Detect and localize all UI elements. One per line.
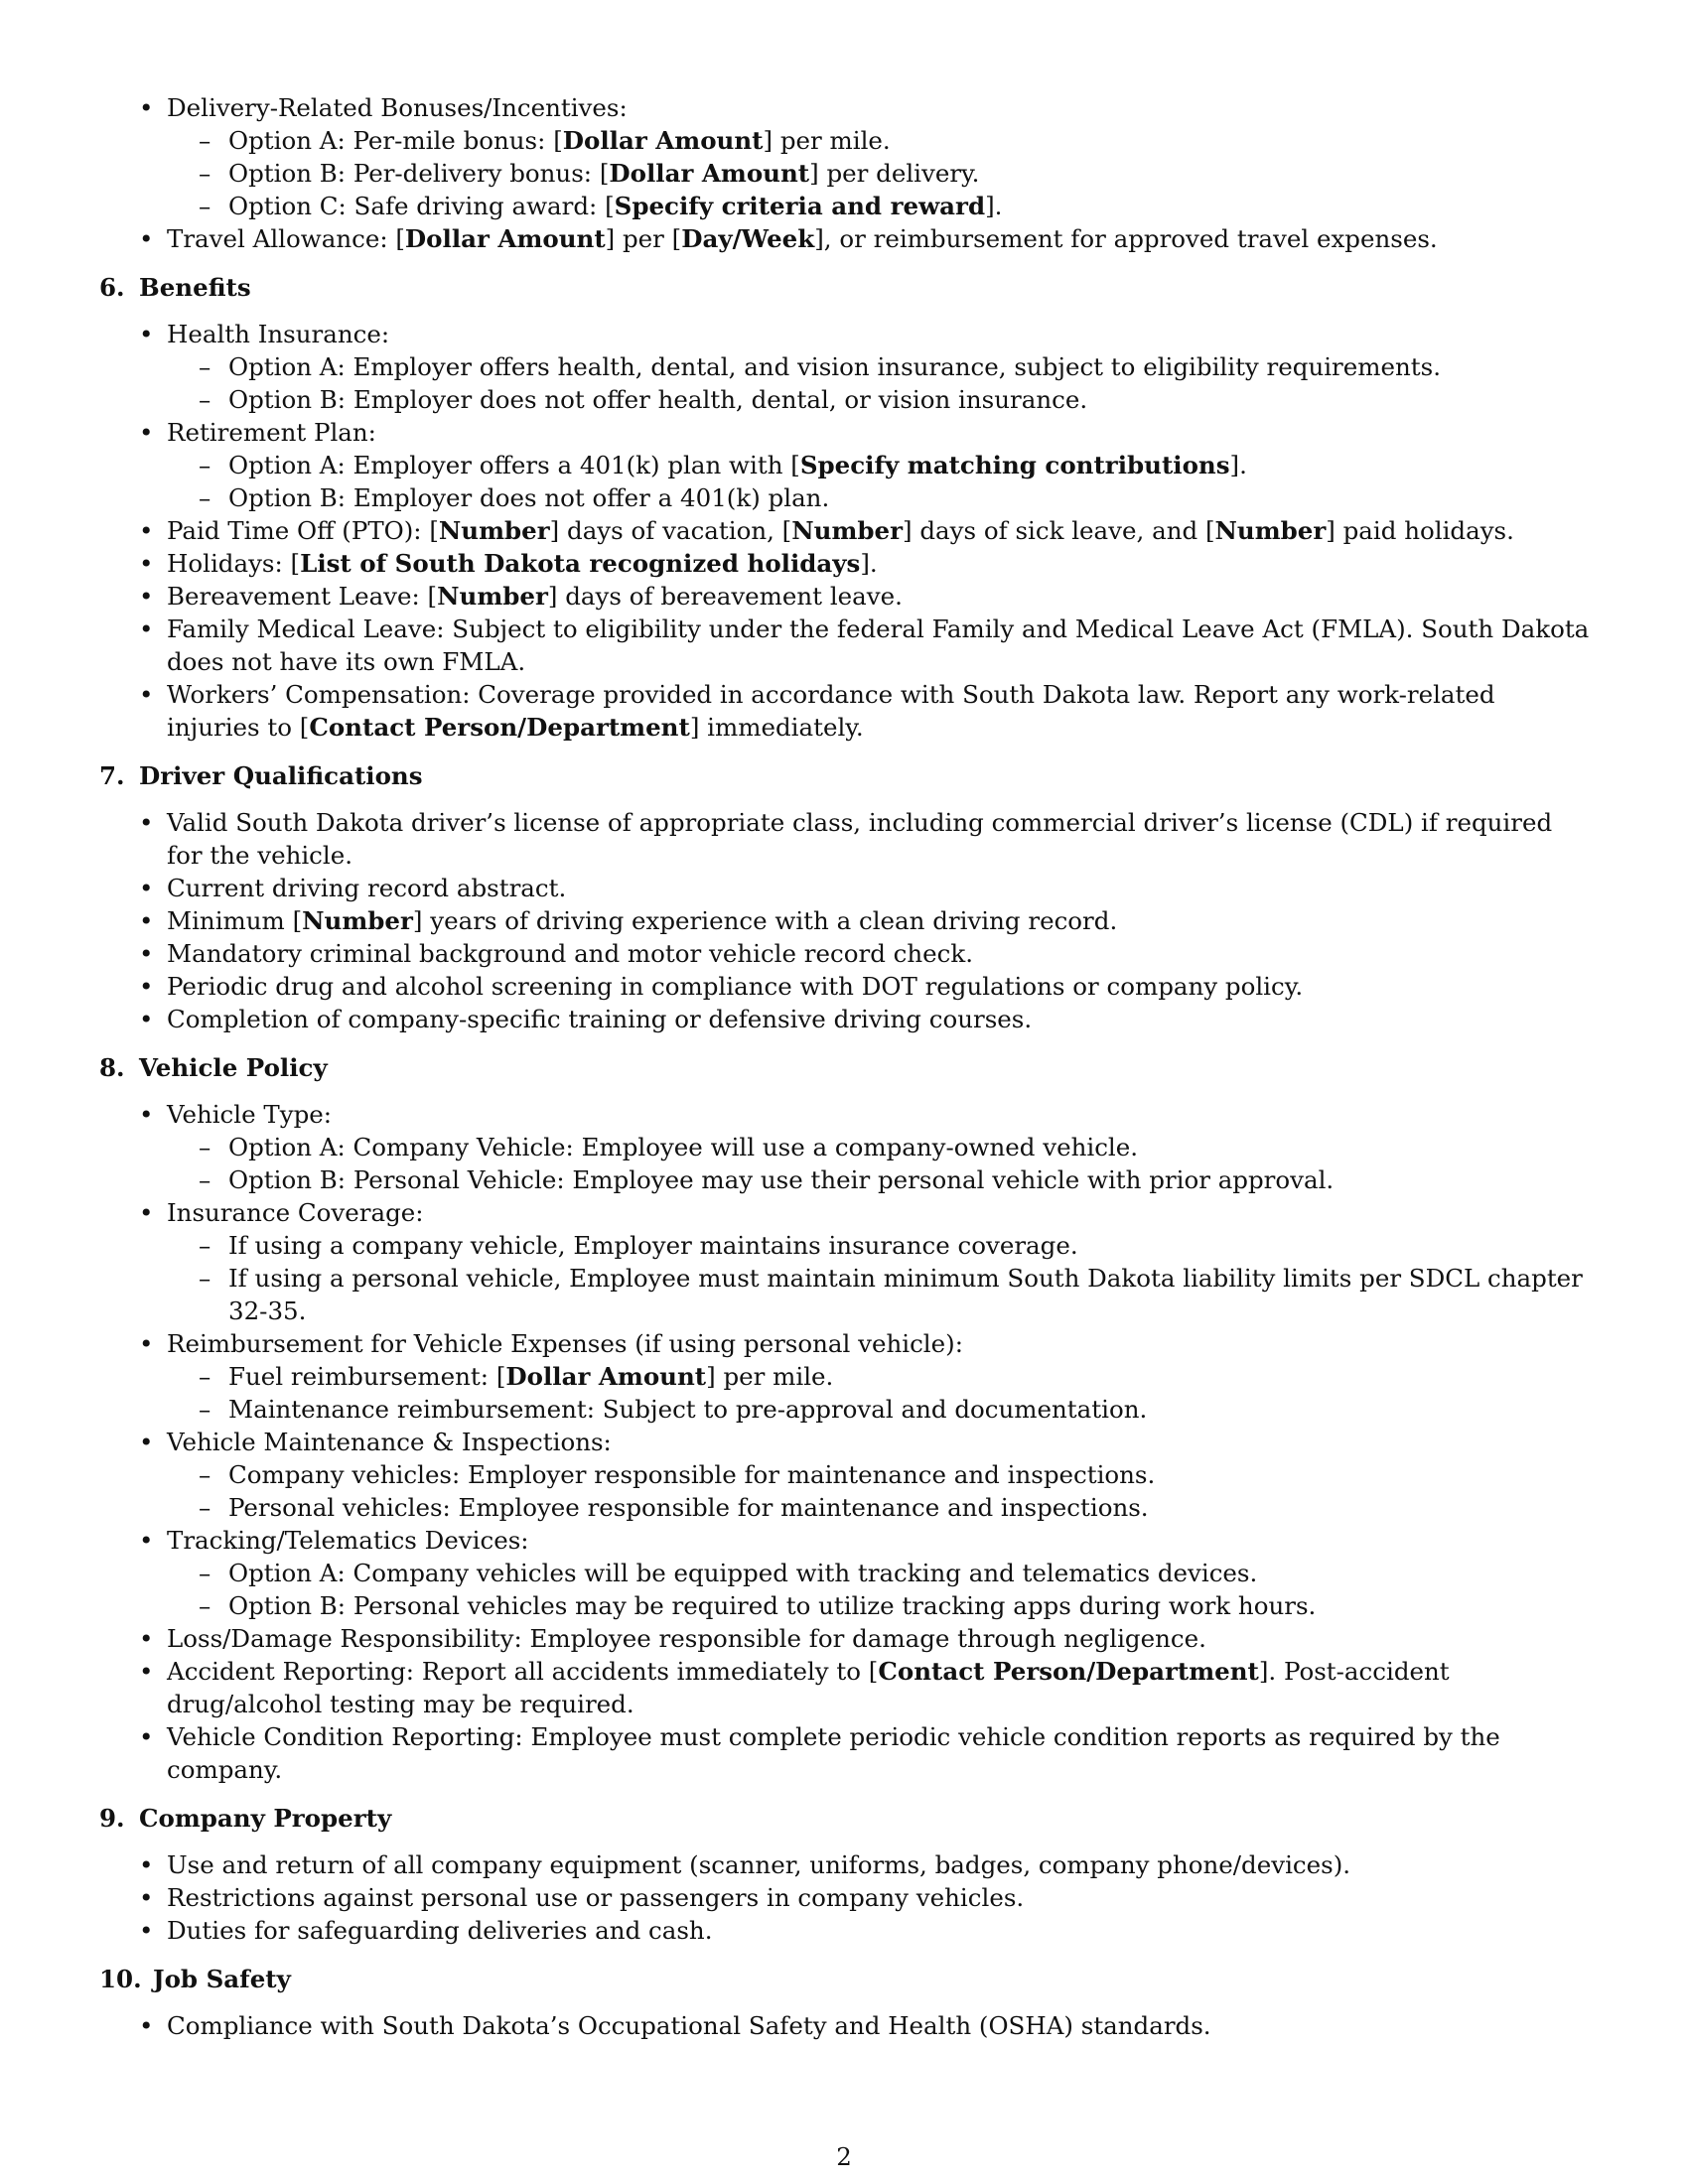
list-item bbox=[99, 547, 1591, 580]
item-text: Holidays: [ bbox=[167, 549, 301, 578]
list-item bbox=[99, 1196, 1591, 1229]
list-item bbox=[99, 2009, 1591, 2042]
page-number: 2 bbox=[836, 2142, 852, 2171]
section-number: 10. bbox=[99, 1965, 142, 1993]
item-text: [ bbox=[553, 126, 563, 155]
list-item bbox=[99, 416, 1591, 449]
item-text: Tracking/Telematics Devices: bbox=[167, 1526, 529, 1555]
item-text: Option B: Per-delivery bonus: [ bbox=[228, 159, 610, 188]
list-item bbox=[99, 318, 1591, 350]
placeholder-field: Specify matching contributions bbox=[799, 451, 1230, 479]
section-title: Vehicle Policy bbox=[139, 1053, 328, 1082]
item-text: ] per mile. bbox=[706, 1362, 834, 1391]
item-text: Fuel reimbursement: [ bbox=[228, 1362, 506, 1391]
item-text: Restrictions against personal use or passengers in company vehicles. bbox=[167, 1883, 1025, 1912]
list-item bbox=[99, 872, 1591, 904]
list-item bbox=[99, 1655, 1591, 1720]
list-item bbox=[99, 1881, 1591, 1914]
item-text: Option B: Personal Vehicle: Employee may use their personal vehicle with prior approval. bbox=[228, 1165, 1335, 1194]
list-item bbox=[99, 937, 1591, 970]
section-number: 7. bbox=[99, 761, 125, 790]
item-text: Vehicle Condition Reporting: Employee must complete periodic vehicle condition reports as required by the company. bbox=[167, 1722, 1500, 1784]
list-item bbox=[99, 1622, 1591, 1655]
item-text: Accident Reporting: Report all accidents immediately to [ bbox=[167, 1657, 879, 1686]
item-text: Option C: Safe driving award: [ bbox=[228, 192, 615, 220]
placeholder-field: Number bbox=[302, 906, 413, 935]
section-heading bbox=[99, 1802, 1591, 1835]
list-item bbox=[99, 580, 1591, 613]
sub-list-item bbox=[99, 350, 1591, 383]
item-text: Vehicle Type: bbox=[167, 1100, 333, 1129]
list-item bbox=[99, 1720, 1591, 1786]
placeholder-field: Contact Person/Department bbox=[309, 713, 690, 742]
list-item bbox=[99, 970, 1591, 1003]
section-title: Driver Qualifications bbox=[139, 761, 423, 790]
item-text: Delivery-Related Bonuses/Incentives: bbox=[167, 93, 628, 122]
item-text: ], or reimbursement for approved travel expenses. bbox=[814, 224, 1438, 253]
item-text: Use and return of all company equipment (scanner, uniforms, badges, company phone/devices). bbox=[167, 1850, 1351, 1879]
placeholder-field: Day/Week bbox=[681, 224, 815, 253]
list-item bbox=[99, 1524, 1591, 1557]
placeholder-field: Dollar Amount bbox=[562, 126, 764, 155]
item-text: Travel Allowance: [ bbox=[167, 224, 405, 253]
sub-list-item bbox=[99, 1360, 1591, 1393]
item-text: Minimum [ bbox=[167, 906, 303, 935]
sub-list-item bbox=[99, 1491, 1591, 1524]
sub-list-item bbox=[99, 190, 1591, 222]
section-heading bbox=[99, 1051, 1591, 1084]
list-item bbox=[99, 1848, 1591, 1881]
section bbox=[99, 1963, 1591, 2042]
list-item bbox=[99, 613, 1591, 678]
section-heading bbox=[99, 271, 1591, 304]
sub-list-item bbox=[99, 1458, 1591, 1491]
list-item bbox=[99, 222, 1591, 255]
item-text: Option A: Employer offers a 401(k) plan with [ bbox=[228, 451, 800, 479]
list-item bbox=[99, 806, 1591, 872]
item-text: ] per mile. bbox=[763, 126, 891, 155]
item-text: ] per [ bbox=[605, 224, 682, 253]
item-text: Retirement Plan: bbox=[167, 418, 376, 447]
item-text: ] days of sick leave, and [ bbox=[903, 516, 1215, 545]
item-text: Family Medical Leave: Subject to eligibility under the federal Family and Medical Leave Act (FMLA). South Dakota does not have its own FMLA. bbox=[167, 614, 1590, 676]
placeholder-field: Number bbox=[791, 516, 904, 545]
section-title: Company Property bbox=[139, 1804, 392, 1833]
item-text: Option B: Employer does not offer a 401(k) plan. bbox=[228, 483, 830, 512]
section-heading bbox=[99, 759, 1591, 792]
placeholder-field: Dollar Amount bbox=[505, 1362, 707, 1391]
item-text: Health Insurance: bbox=[167, 320, 390, 348]
item-text: ] per delivery. bbox=[809, 159, 980, 188]
item-text: Completion of company-specific training or defensive driving courses. bbox=[167, 1005, 1033, 1033]
list-item bbox=[99, 1426, 1591, 1458]
item-text: ] immediately. bbox=[689, 713, 864, 742]
section-title: Job Safety bbox=[153, 1965, 291, 1993]
sub-list-item bbox=[99, 1589, 1591, 1622]
list-item bbox=[99, 1003, 1591, 1035]
item-text: Option A: Company Vehicle: Employee will use a company-owned vehicle. bbox=[228, 1133, 1139, 1161]
sub-list-item bbox=[99, 1393, 1591, 1426]
item-text: ] days of bereavement leave. bbox=[547, 582, 903, 611]
placeholder-field: List of South Dakota recognized holidays bbox=[300, 549, 861, 578]
list-item bbox=[99, 91, 1591, 124]
list-item bbox=[99, 904, 1591, 937]
item-text: Valid South Dakota driver’s license of appropriate class, including commercial driver’s license (CDL) if required for the vehicle. bbox=[167, 808, 1553, 870]
item-text: Paid Time Off (PTO): [ bbox=[167, 516, 439, 545]
item-text: Duties for safeguarding deliveries and cash. bbox=[167, 1916, 713, 1945]
list-item bbox=[99, 1327, 1591, 1360]
item-text: Reimbursement for Vehicle Expenses (if using personal vehicle): bbox=[167, 1329, 963, 1358]
sub-list-item bbox=[99, 481, 1591, 514]
placeholder-field: Number bbox=[1214, 516, 1327, 545]
item-text: ]. Post-accident drug/alcohol testing may be required. bbox=[167, 1657, 1450, 1718]
item-text: Option A: Per-mile bonus: bbox=[228, 126, 554, 155]
item-text: Bereavement Leave: [ bbox=[167, 582, 438, 611]
item-text: Compliance with South Dakota’s Occupational Safety and Health (OSHA) standards. bbox=[167, 2011, 1211, 2040]
sub-list-item bbox=[99, 383, 1591, 416]
item-text: Maintenance reimbursement: Subject to pre-approval and documentation. bbox=[228, 1395, 1148, 1424]
sub-list-item bbox=[99, 1131, 1591, 1163]
placeholder-field: Contact Person/Department bbox=[878, 1657, 1259, 1686]
section bbox=[99, 91, 1591, 255]
sub-list-item bbox=[99, 157, 1591, 190]
item-text: Current driving record abstract. bbox=[167, 874, 567, 902]
item-text: Option B: Employer does not offer health, dental, or vision insurance. bbox=[228, 385, 1088, 414]
item-text: ] days of vacation, [ bbox=[549, 516, 792, 545]
item-text: Periodic drug and alcohol screening in compliance with DOT regulations or company policy. bbox=[167, 972, 1304, 1001]
section bbox=[99, 759, 1591, 1035]
placeholder-field: Dollar Amount bbox=[609, 159, 810, 188]
item-text: ]. bbox=[860, 549, 878, 578]
item-text: Personal vehicles: Employee responsible for maintenance and inspections. bbox=[228, 1493, 1149, 1522]
placeholder-field: Number bbox=[437, 582, 548, 611]
item-text: Option A: Company vehicles will be equipped with tracking and telematics devices. bbox=[228, 1559, 1258, 1587]
item-text: Company vehicles: Employer responsible for maintenance and inspections. bbox=[228, 1460, 1156, 1489]
section bbox=[99, 1802, 1591, 1947]
placeholder-field: Specify criteria and reward bbox=[614, 192, 986, 220]
item-text: Option B: Personal vehicles may be required to utilize tracking apps during work hours. bbox=[228, 1591, 1317, 1620]
list-item bbox=[99, 1098, 1591, 1131]
item-text: Workers’ Compensation: Coverage provided in accordance with South Dakota law. Report any work-related injuries to [ bbox=[167, 680, 1495, 742]
list-item bbox=[99, 514, 1591, 547]
placeholder-field: Dollar Amount bbox=[404, 224, 606, 253]
item-text: ]. bbox=[985, 192, 1003, 220]
sub-list-item bbox=[99, 449, 1591, 481]
item-text: ] paid holidays. bbox=[1326, 516, 1514, 545]
item-text: Mandatory criminal background and motor vehicle record check. bbox=[167, 939, 974, 968]
list-item bbox=[99, 678, 1591, 744]
sub-list-item bbox=[99, 124, 1591, 157]
section-title: Benefits bbox=[139, 273, 251, 302]
section-number: 9. bbox=[99, 1804, 125, 1833]
section-number: 8. bbox=[99, 1053, 125, 1082]
section-heading bbox=[99, 1963, 1591, 1995]
placeholder-field: Number bbox=[438, 516, 550, 545]
sub-list-item bbox=[99, 1262, 1591, 1327]
section-number: 6. bbox=[99, 273, 125, 302]
item-text: Insurance Coverage: bbox=[167, 1198, 424, 1227]
item-text: Option A: Employer offers health, dental, and vision insurance, subject to eligibility requirements. bbox=[228, 352, 1441, 381]
item-text: ]. bbox=[1229, 451, 1247, 479]
item-text: Loss/Damage Responsibility: Employee responsible for damage through negligence. bbox=[167, 1624, 1206, 1653]
item-text: If using a company vehicle, Employer maintains insurance coverage. bbox=[228, 1231, 1078, 1260]
section bbox=[99, 1051, 1591, 1786]
section bbox=[99, 271, 1591, 744]
sub-list-item bbox=[99, 1163, 1591, 1196]
sub-list-item bbox=[99, 1557, 1591, 1589]
item-text: Vehicle Maintenance & Inspections: bbox=[167, 1428, 612, 1456]
list-item bbox=[99, 1914, 1591, 1947]
item-text: If using a personal vehicle, Employee must maintain minimum South Dakota liability limits per SDCL chapter 32-35. bbox=[228, 1264, 1583, 1325]
document-page bbox=[99, 91, 1591, 2042]
item-text: ] years of driving experience with a clean driving record. bbox=[412, 906, 1118, 935]
sub-list-item bbox=[99, 1229, 1591, 1262]
